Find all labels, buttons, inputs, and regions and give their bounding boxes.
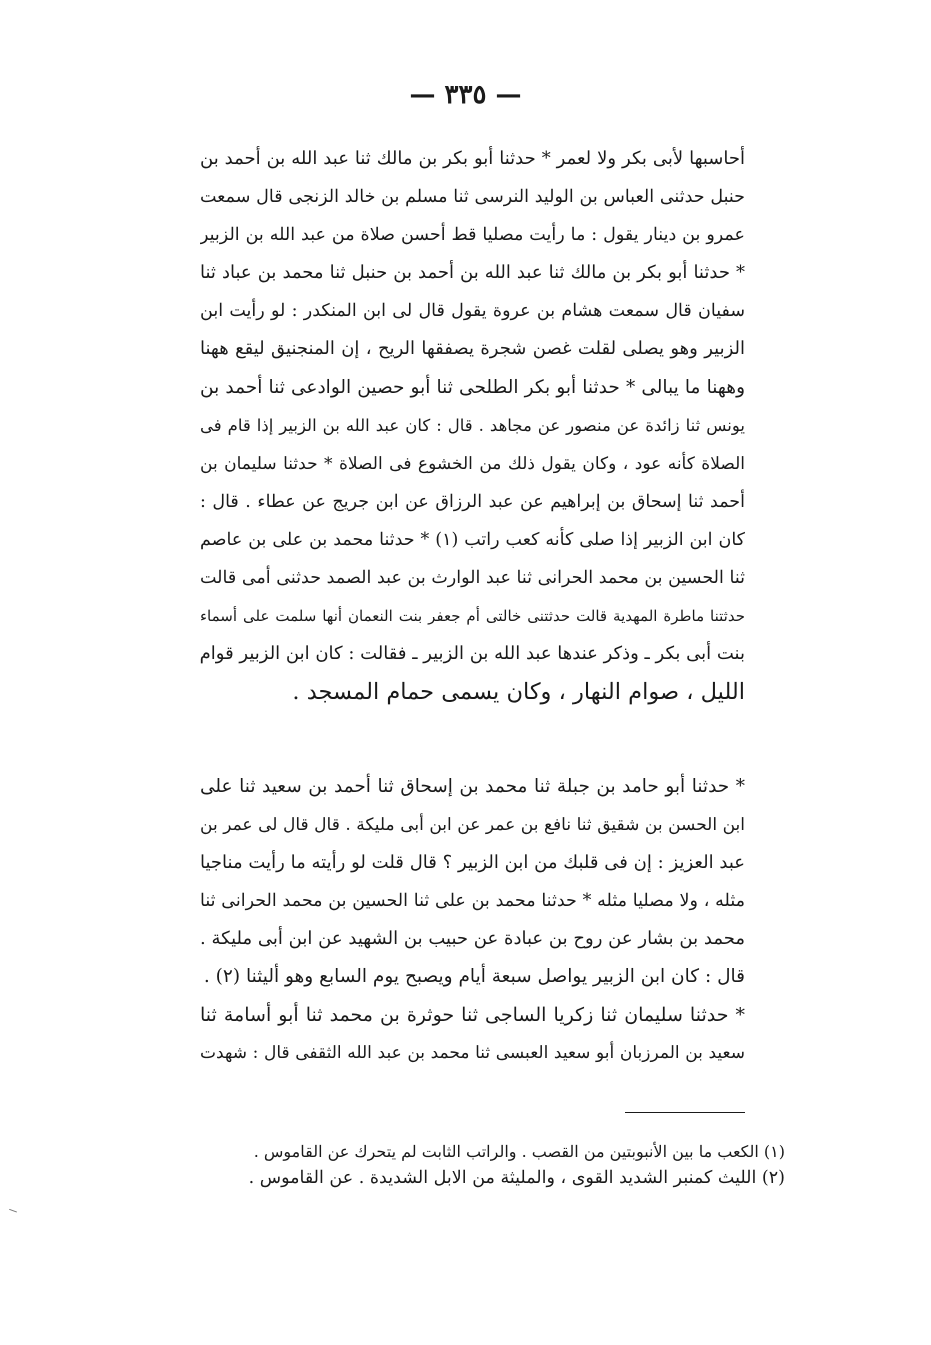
text-line: ابن الحسن بن شقيق ثنا نافع بن عمر عن ابن أبى مليكة . قال قال لى عمر بن <box>200 815 745 836</box>
footnote-2: (٢) الليث كمنبر الشديد القوى ، والمليثة من الابل الشديدة . عن القاموس . <box>248 1168 785 1188</box>
page-number: — ٣٣٥ — <box>409 80 522 110</box>
text-line: أحمد ثنا إسحاق بن إبراهيم عن عبد الرزاق عن ابن جريج عن عطاء . قال : <box>200 491 745 512</box>
text-line: * حدثنا أبو حامد بن جبلة ثنا محمد بن إسحاق ثنا أحمد بن سعيد ثنا على <box>200 776 745 797</box>
text-line: يونس ثنا زائدة عن منصور عن مجاهد . قال : كان عبد الله بن الزبير إذا قام فى <box>200 415 745 435</box>
text-line: كان ابن الزبير إذا صلى كأنه كعب راتب (١) * حدثنا محمد بن على بن عاصم <box>200 529 745 550</box>
text-line: قال : كان ابن الزبير يواصل سبعة أيام ويصبح يوم السابع وهو أليثنا (٢) . <box>203 966 745 988</box>
text-line: الصلاة كأنه عود ، وكان يقول ذلك من الخشوع فى الصلاة * حدثنا سليمان بن <box>200 453 745 474</box>
footnotes <box>240 1138 785 1192</box>
text-line: أحاسبها لأبى بكر ولا لعمر * حدثنا أبو بكر بن مالك ثنا عبد الله بن أحمد بن <box>200 148 745 169</box>
footnote-1: (١) الكعب ما بين الأنبوبتين من القصب . والراتب الثابت لم يتحرك عن القاموس . <box>253 1142 785 1161</box>
text-line: حدثتنا ماطرة المهدية قالت حدثتنى خالتى أم جعفر بنت النعمان أنها سلمت على أسماء <box>200 607 745 626</box>
scan-edge-mark <box>7 1209 17 1218</box>
paragraph-2 <box>200 768 745 997</box>
text-line: محمد بن بشار عن روح بن عبادة عن حبيب بن الشهيد عن ابن أبى مليكة . <box>200 928 745 950</box>
text-line: سعيد بن المرزبان أبو سعيد العبسى ثنا محمد بن عبد الله الثقفى قال : شهدت <box>200 1043 745 1064</box>
paragraph-3 <box>200 996 745 1072</box>
text-line: الليل ، صوام النهار ، وكان يسمى حمام المسجد . <box>292 679 745 706</box>
text-line: حنبل حدثنى العباس بن الوليد النرسى ثنا مسلم بن خالد الزنجى قال سمعت <box>200 187 745 208</box>
text-line: * حدثنا سليمان ثنا زكريا الساجى ثنا حوثرة بن محمد ثنا أبو أسامة ثنا <box>200 1004 745 1026</box>
footnote-divider <box>625 1112 745 1113</box>
text-line: * حدثنا أبو بكر بن مالك ثنا عبد الله بن أحمد بن حنبل ثنا محمد بن عباد ثنا <box>200 262 745 284</box>
text-line: وههنا ما يبالى * حدثنا أبو بكر الطلحى ثنا أبو حصين الوادعى ثنا أحمد بن <box>200 376 745 398</box>
text-line: عبد العزيز : إن فى قلبك من ابن الزبير ؟ قال قلت لو رأيته ما رأيت مناجيا <box>200 852 745 874</box>
text-line: ثنا الحسين بن محمد الحرانى ثنا عبد الوارث بن عبد الصمد حدثنى أمى قالت <box>200 568 745 589</box>
paragraph-1 <box>200 140 745 711</box>
text-line: بنت أبى بكر ـ وذكر عندها عبد الله بن الزبير ـ فقالت : كان ابن الزبير قوام <box>200 643 745 665</box>
text-line: الزبير وهو يصلى لقلت غصن شجرة يصفقها الريح ، إن المنجنيق ليقع ههنا <box>200 338 745 360</box>
text-line: مثله ، ولا مصليا مثله * حدثنا محمد بن على ثنا الحسين بن محمد الحرانى ثنا <box>200 891 745 912</box>
text-line: عمرو بن دينار يقول : ما رأيت مصليا قط أحسن صلاة من عبد الله بن الزبير <box>200 225 745 246</box>
text-line: سفيان قال سمعت هشام بن عروة يقول قال لى ابن المنكدر : لو رأيت ابن <box>200 301 745 322</box>
